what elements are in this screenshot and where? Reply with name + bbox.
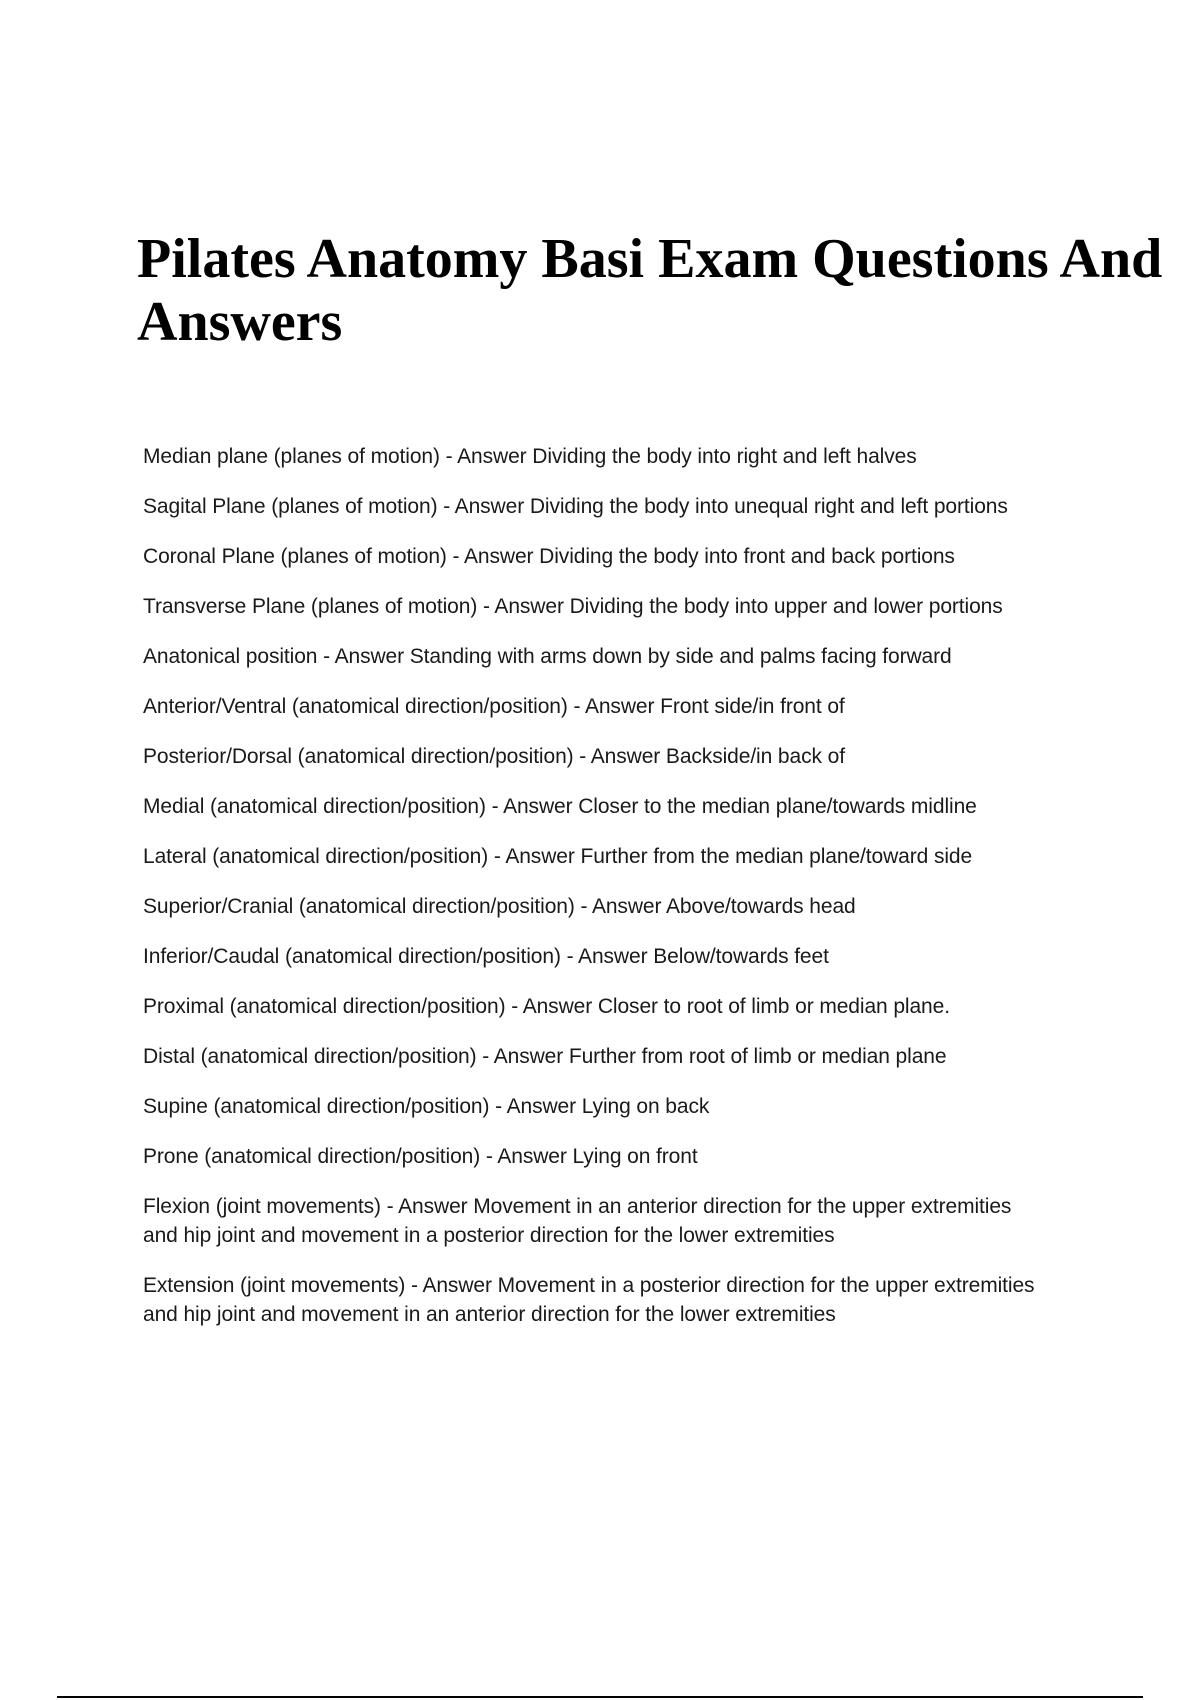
qa-item: Anterior/Ventral (anatomical direction/position) - Answer Front side/in front of (143, 695, 845, 718)
qa-item: Supine (anatomical direction/position) - Answer Lying on back (143, 1095, 710, 1118)
qa-item: Superior/Cranial (anatomical direction/position) - Answer Above/towards head (143, 895, 856, 918)
qa-item: Posterior/Dorsal (anatomical direction/position) - Answer Backside/in back of (143, 745, 845, 768)
qa-item: Inferior/Caudal (anatomical direction/position) - Answer Below/towards feet (143, 945, 829, 968)
qa-item: Anatonical position - Answer Standing with arms down by side and palms facing forward (143, 645, 952, 668)
qa-item: Extension (joint movements) - Answer Movement in a posterior direction for the upper extremities and hip joint and movement in an anterior direction for the lower extremities (143, 1274, 1035, 1326)
qa-item: Lateral (anatomical direction/position) - Answer Further from the median plane/toward side (143, 845, 973, 868)
footer-divider (57, 1696, 1143, 1698)
page-title: Pilates Anatomy Basi Exam Questions And Answers (137, 228, 1163, 353)
qa-item: Proximal (anatomical direction/position) - Answer Closer to root of limb or median plane. (143, 995, 950, 1018)
qa-item: Sagital Plane (planes of motion) - Answer Dividing the body into unequal right and left portions (143, 495, 1008, 518)
qa-item: Medial (anatomical direction/position) - Answer Closer to the median plane/towards midline (143, 795, 977, 818)
qa-item: Median plane (planes of motion) - Answer Dividing the body into right and left halves (143, 445, 917, 468)
qa-item: Prone (anatomical direction/position) - Answer Lying on front (143, 1145, 698, 1168)
qa-item: Transverse Plane (planes of motion) - Answer Dividing the body into upper and lower portions (143, 595, 1003, 618)
qa-list (143, 442, 1043, 1350)
qa-item: Coronal Plane (planes of motion) - Answer Dividing the body into front and back portions (143, 545, 955, 568)
qa-item: Distal (anatomical direction/position) - Answer Further from root of limb or median plane (143, 1045, 947, 1068)
qa-item: Flexion (joint movements) - Answer Movement in an anterior direction for the upper extremities and hip joint and movement in a posterior direction for the lower extremities (143, 1195, 1012, 1247)
